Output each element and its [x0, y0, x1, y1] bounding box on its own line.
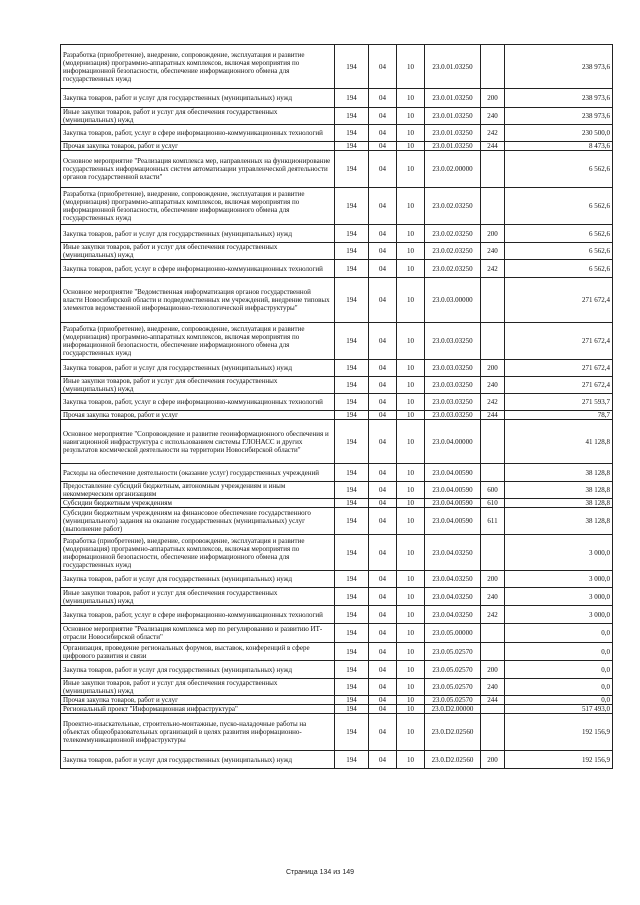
- row-grbs-code: 194: [335, 535, 369, 571]
- row-target-article-code: 23.0.03.00000: [425, 278, 481, 323]
- row-expense-type-code: 600: [481, 482, 505, 499]
- row-item-name: Разработка (приобретение), внедрение, сопровождение, эксплуатация и развитие (модернизация) программно-аппаратных комплексов, включая мероприятия по информационной безопасности, обеспечение информационного обмена для государственных нужд: [61, 188, 335, 225]
- table-row: [61, 377, 613, 394]
- row-target-article-code: 23.0.03.03250: [425, 360, 481, 377]
- row-subsection-code: 10: [397, 260, 425, 278]
- row-section-code: 04: [369, 151, 397, 188]
- row-subsection-code: 10: [397, 606, 425, 624]
- row-amount: 0,0: [505, 696, 613, 705]
- table-row: [61, 243, 613, 260]
- row-expense-type-code: [481, 323, 505, 360]
- row-amount: 0,0: [505, 661, 613, 679]
- row-target-article-code: 23.0.01.03250: [425, 125, 481, 142]
- page-number: Страница 134 из 149: [285, 869, 355, 876]
- row-grbs-code: 194: [335, 278, 369, 323]
- row-section-code: 04: [369, 125, 397, 142]
- row-grbs-code: 194: [335, 377, 369, 394]
- row-amount: 271 593,7: [505, 394, 613, 411]
- row-amount: 192 156,9: [505, 714, 613, 751]
- row-target-article-code: 23.0.01.03250: [425, 45, 481, 89]
- table-row: [61, 278, 613, 323]
- table-row: [61, 151, 613, 188]
- row-section-code: 04: [369, 624, 397, 643]
- row-grbs-code: 194: [335, 588, 369, 606]
- row-amount: 8 473,6: [505, 142, 613, 151]
- row-grbs-code: 194: [335, 188, 369, 225]
- row-subsection-code: 10: [397, 464, 425, 482]
- row-expense-type-code: [481, 45, 505, 89]
- table-row: [61, 643, 613, 661]
- row-target-article-code: 23.0.D2.02560: [425, 751, 481, 769]
- row-grbs-code: 194: [335, 705, 369, 714]
- row-subsection-code: 10: [397, 225, 425, 243]
- row-target-article-code: 23.0.01.03250: [425, 108, 481, 125]
- row-item-name: Закупка товаров, работ и услуг для государственных (муниципальных) нужд: [61, 661, 335, 679]
- table-row: [61, 45, 613, 89]
- row-item-name: Основное мероприятие "Реализация комплекса мер по регулированию и развитию ИТ-отрасли Новосибирской области": [61, 624, 335, 643]
- row-amount: 192 156,9: [505, 751, 613, 769]
- row-grbs-code: 194: [335, 696, 369, 705]
- budget-table-body: [61, 45, 613, 769]
- row-item-name: Проектно-изыскательные, строительно-монтажные, пуско-наладочные работы на объектах общеобразовательных организаций в целях развития информационно-телекоммуникационной инфраструктуры: [61, 714, 335, 751]
- table-row: [61, 360, 613, 377]
- row-grbs-code: 194: [335, 243, 369, 260]
- row-target-article-code: 23.0.05.00000: [425, 624, 481, 643]
- row-target-article-code: 23.0.05.02570: [425, 696, 481, 705]
- row-target-article-code: 23.0.04.00590: [425, 508, 481, 535]
- row-grbs-code: 194: [335, 714, 369, 751]
- row-item-name: Разработка (приобретение), внедрение, сопровождение, эксплуатация и развитие (модернизация) программно-аппаратных комплексов, включая мероприятия по информационной безопасности, обеспечение информационного обмена для государственных нужд: [61, 323, 335, 360]
- row-grbs-code: 194: [335, 394, 369, 411]
- table-row: [61, 411, 613, 420]
- row-section-code: 04: [369, 499, 397, 508]
- row-amount: 238 973,6: [505, 45, 613, 89]
- row-expense-type-code: 240: [481, 108, 505, 125]
- row-section-code: 04: [369, 482, 397, 499]
- row-section-code: 04: [369, 464, 397, 482]
- row-amount: 38 128,8: [505, 482, 613, 499]
- table-row: [61, 606, 613, 624]
- row-expense-type-code: 611: [481, 508, 505, 535]
- row-item-name: Закупка товаров, работ и услуг для государственных (муниципальных) нужд: [61, 225, 335, 243]
- row-subsection-code: 10: [397, 571, 425, 588]
- row-subsection-code: 10: [397, 278, 425, 323]
- row-target-article-code: 23.0.04.03250: [425, 571, 481, 588]
- row-expense-type-code: [481, 420, 505, 464]
- row-item-name: Субсидии бюджетным учреждениям на финансовое обеспечение государственного (муниципального) задания на оказание государственных (муниципальных) услуг (выполнение работ): [61, 508, 335, 535]
- row-item-name: Основное мероприятие "Реализация комплекса мер, направленных на функционирование государственных информационных систем автоматизации управленческой деятельности органов государственной власти": [61, 151, 335, 188]
- row-target-article-code: 23.0.04.00590: [425, 464, 481, 482]
- row-amount: 6 562,6: [505, 260, 613, 278]
- row-expense-type-code: 200: [481, 571, 505, 588]
- row-target-article-code: 23.0.05.02570: [425, 643, 481, 661]
- row-subsection-code: 10: [397, 323, 425, 360]
- row-expense-type-code: 242: [481, 260, 505, 278]
- row-expense-type-code: 200: [481, 360, 505, 377]
- row-amount: 38 128,8: [505, 464, 613, 482]
- row-target-article-code: 23.0.04.00590: [425, 482, 481, 499]
- row-section-code: 04: [369, 411, 397, 420]
- row-section-code: 04: [369, 243, 397, 260]
- row-item-name: Закупка товаров, работ, услуг в сфере информационно-коммуникационных технологий: [61, 125, 335, 142]
- row-expense-type-code: 200: [481, 661, 505, 679]
- row-target-article-code: 23.0.04.03250: [425, 588, 481, 606]
- row-section-code: 04: [369, 705, 397, 714]
- row-subsection-code: 10: [397, 508, 425, 535]
- row-item-name: Иные закупки товаров, работ и услуг для обеспечения государственных (муниципальных) нужд: [61, 588, 335, 606]
- row-expense-type-code: [481, 188, 505, 225]
- row-subsection-code: 10: [397, 661, 425, 679]
- row-amount: 271 672,4: [505, 323, 613, 360]
- row-target-article-code: 23.0.04.03250: [425, 535, 481, 571]
- row-target-article-code: 23.0.03.03250: [425, 394, 481, 411]
- row-target-article-code: 23.0.02.03250: [425, 188, 481, 225]
- row-item-name: Организация, проведение региональных форумов, выставок, конференций в сфере цифрового развития и связи: [61, 643, 335, 661]
- row-amount: 0,0: [505, 643, 613, 661]
- table-row: [61, 108, 613, 125]
- row-subsection-code: 10: [397, 411, 425, 420]
- row-section-code: 04: [369, 278, 397, 323]
- row-amount: 271 672,4: [505, 360, 613, 377]
- row-target-article-code: 23.0.03.03250: [425, 411, 481, 420]
- row-grbs-code: 194: [335, 624, 369, 643]
- row-subsection-code: 10: [397, 643, 425, 661]
- row-amount: 6 562,6: [505, 225, 613, 243]
- row-expense-type-code: [481, 151, 505, 188]
- row-expense-type-code: 244: [481, 411, 505, 420]
- table-row: [61, 420, 613, 464]
- row-subsection-code: 10: [397, 482, 425, 499]
- row-item-name: Разработка (приобретение), внедрение, сопровождение, эксплуатация и развитие (модернизация) программно-аппаратных комплексов, включая мероприятия по информационной безопасности, обеспечение информационного обмена для государственных нужд: [61, 535, 335, 571]
- row-target-article-code: 23.0.D2.00000: [425, 705, 481, 714]
- row-section-code: 04: [369, 661, 397, 679]
- row-subsection-code: 10: [397, 394, 425, 411]
- row-amount: 3 000,0: [505, 571, 613, 588]
- row-grbs-code: 194: [335, 360, 369, 377]
- row-grbs-code: 194: [335, 411, 369, 420]
- row-section-code: 04: [369, 108, 397, 125]
- row-grbs-code: 194: [335, 89, 369, 108]
- row-item-name: Иные закупки товаров, работ и услуг для обеспечения государственных (муниципальных) нужд: [61, 377, 335, 394]
- row-amount: 0,0: [505, 624, 613, 643]
- row-amount: 6 562,6: [505, 151, 613, 188]
- row-expense-type-code: 610: [481, 499, 505, 508]
- row-amount: 0,0: [505, 679, 613, 696]
- table-row: [61, 714, 613, 751]
- row-subsection-code: 10: [397, 588, 425, 606]
- row-grbs-code: 194: [335, 571, 369, 588]
- row-expense-type-code: 240: [481, 243, 505, 260]
- row-grbs-code: 194: [335, 606, 369, 624]
- row-item-name: Иные закупки товаров, работ и услуг для обеспечения государственных (муниципальных) нужд: [61, 108, 335, 125]
- row-subsection-code: 10: [397, 377, 425, 394]
- row-item-name: Прочая закупка товаров, работ и услуг: [61, 696, 335, 705]
- row-subsection-code: 10: [397, 108, 425, 125]
- row-amount: 6 562,6: [505, 188, 613, 225]
- row-item-name: Закупка товаров, работ, услуг в сфере информационно-коммуникационных технологий: [61, 260, 335, 278]
- row-subsection-code: 10: [397, 151, 425, 188]
- row-item-name: Основное мероприятие "Ведомственная информатизация органов государственной власти Новосибирской области и подведомственных им учреждений, внедрение типовых элементов ведомственной информационно-технологической инфраструктуры": [61, 278, 335, 323]
- row-grbs-code: 194: [335, 679, 369, 696]
- row-grbs-code: 194: [335, 661, 369, 679]
- table-row: [61, 260, 613, 278]
- table-row: [61, 679, 613, 696]
- row-expense-type-code: 244: [481, 142, 505, 151]
- row-expense-type-code: 240: [481, 679, 505, 696]
- row-item-name: Иные закупки товаров, работ и услуг для обеспечения государственных (муниципальных) нужд: [61, 243, 335, 260]
- row-expense-type-code: [481, 535, 505, 571]
- row-subsection-code: 10: [397, 45, 425, 89]
- row-subsection-code: 10: [397, 705, 425, 714]
- row-section-code: 04: [369, 225, 397, 243]
- row-section-code: 04: [369, 260, 397, 278]
- row-target-article-code: 23.0.05.02570: [425, 661, 481, 679]
- row-section-code: 04: [369, 714, 397, 751]
- row-item-name: Закупка товаров, работ, услуг в сфере информационно-коммуникационных технологий: [61, 606, 335, 624]
- row-item-name: Основное мероприятие "Сопровождение и развитие геоинформационного обеспечения и навигационной инфраструктура с использованием системы ГЛОНАСС и других результатов космической деятельности на территории Новосибирской области": [61, 420, 335, 464]
- row-expense-type-code: [481, 714, 505, 751]
- table-row: [61, 482, 613, 499]
- row-section-code: 04: [369, 420, 397, 464]
- row-expense-type-code: [481, 624, 505, 643]
- row-section-code: 04: [369, 508, 397, 535]
- row-amount: 78,7: [505, 411, 613, 420]
- row-target-article-code: 23.0.02.03250: [425, 260, 481, 278]
- row-subsection-code: 10: [397, 420, 425, 464]
- row-expense-type-code: 244: [481, 696, 505, 705]
- row-section-code: 04: [369, 751, 397, 769]
- row-grbs-code: 194: [335, 260, 369, 278]
- budget-sheet: [60, 44, 612, 769]
- row-grbs-code: 194: [335, 482, 369, 499]
- row-expense-type-code: [481, 705, 505, 714]
- row-grbs-code: 194: [335, 499, 369, 508]
- row-expense-type-code: 200: [481, 751, 505, 769]
- row-item-name: Предоставление субсидий бюджетным, автономным учреждениям и иным некоммерческим организациям: [61, 482, 335, 499]
- row-grbs-code: 194: [335, 125, 369, 142]
- row-expense-type-code: [481, 278, 505, 323]
- row-expense-type-code: 240: [481, 377, 505, 394]
- row-grbs-code: 194: [335, 323, 369, 360]
- table-row: [61, 661, 613, 679]
- row-item-name: Закупка товаров, работ и услуг для государственных (муниципальных) нужд: [61, 360, 335, 377]
- row-amount: 271 672,4: [505, 278, 613, 323]
- row-amount: 230 500,0: [505, 125, 613, 142]
- row-expense-type-code: 242: [481, 125, 505, 142]
- row-target-article-code: 23.0.D2.02560: [425, 714, 481, 751]
- row-amount: 38 128,8: [505, 499, 613, 508]
- row-section-code: 04: [369, 696, 397, 705]
- table-row: [61, 535, 613, 571]
- table-row: [61, 624, 613, 643]
- row-target-article-code: 23.0.02.03250: [425, 243, 481, 260]
- row-section-code: 04: [369, 606, 397, 624]
- row-grbs-code: 194: [335, 751, 369, 769]
- row-subsection-code: 10: [397, 499, 425, 508]
- row-section-code: 04: [369, 45, 397, 89]
- row-target-article-code: 23.0.04.00000: [425, 420, 481, 464]
- row-item-name: Расходы на обеспечение деятельности (оказание услуг) государственных учреждений: [61, 464, 335, 482]
- row-subsection-code: 10: [397, 679, 425, 696]
- row-section-code: 04: [369, 535, 397, 571]
- row-target-article-code: 23.0.04.03250: [425, 606, 481, 624]
- row-target-article-code: 23.0.04.00590: [425, 499, 481, 508]
- row-target-article-code: 23.0.03.03250: [425, 323, 481, 360]
- row-expense-type-code: [481, 464, 505, 482]
- table-row: [61, 225, 613, 243]
- row-item-name: Закупка товаров, работ и услуг для государственных (муниципальных) нужд: [61, 751, 335, 769]
- table-row: [61, 394, 613, 411]
- row-amount: 517 493,0: [505, 705, 613, 714]
- row-expense-type-code: 242: [481, 606, 505, 624]
- row-subsection-code: 10: [397, 89, 425, 108]
- row-item-name: Прочая закупка товаров, работ и услуг: [61, 142, 335, 151]
- table-row: [61, 323, 613, 360]
- row-item-name: Закупка товаров, работ, услуг в сфере информационно-коммуникационных технологий: [61, 394, 335, 411]
- budget-table: [60, 44, 613, 769]
- row-amount: 41 128,8: [505, 420, 613, 464]
- row-section-code: 04: [369, 377, 397, 394]
- row-amount: 3 000,0: [505, 606, 613, 624]
- table-row: [61, 89, 613, 108]
- row-grbs-code: 194: [335, 45, 369, 89]
- row-grbs-code: 194: [335, 142, 369, 151]
- row-section-code: 04: [369, 394, 397, 411]
- row-expense-type-code: 200: [481, 225, 505, 243]
- row-section-code: 04: [369, 323, 397, 360]
- table-row: [61, 508, 613, 535]
- table-row: [61, 499, 613, 508]
- row-target-article-code: 23.0.02.00000: [425, 151, 481, 188]
- row-subsection-code: 10: [397, 696, 425, 705]
- row-amount: 271 672,4: [505, 377, 613, 394]
- row-grbs-code: 194: [335, 151, 369, 188]
- row-subsection-code: 10: [397, 714, 425, 751]
- row-expense-type-code: 200: [481, 89, 505, 108]
- row-section-code: 04: [369, 89, 397, 108]
- row-target-article-code: 23.0.03.03250: [425, 377, 481, 394]
- row-section-code: 04: [369, 142, 397, 151]
- row-subsection-code: 10: [397, 624, 425, 643]
- row-amount: 3 000,0: [505, 588, 613, 606]
- row-amount: 238 973,6: [505, 108, 613, 125]
- row-grbs-code: 194: [335, 420, 369, 464]
- row-expense-type-code: 242: [481, 394, 505, 411]
- table-row: [61, 125, 613, 142]
- row-subsection-code: 10: [397, 535, 425, 571]
- row-subsection-code: 10: [397, 243, 425, 260]
- table-row: [61, 696, 613, 705]
- row-amount: 38 128,8: [505, 508, 613, 535]
- row-subsection-code: 10: [397, 125, 425, 142]
- row-section-code: 04: [369, 188, 397, 225]
- row-item-name: Субсидии бюджетным учреждениям: [61, 499, 335, 508]
- table-row: [61, 571, 613, 588]
- row-target-article-code: 23.0.01.03250: [425, 142, 481, 151]
- row-item-name: Иные закупки товаров, работ и услуг для обеспечения государственных (муниципальных) нужд: [61, 679, 335, 696]
- row-section-code: 04: [369, 360, 397, 377]
- row-grbs-code: 194: [335, 225, 369, 243]
- table-row: [61, 188, 613, 225]
- row-expense-type-code: 240: [481, 588, 505, 606]
- table-row: [61, 464, 613, 482]
- row-subsection-code: 10: [397, 188, 425, 225]
- row-amount: 3 000,0: [505, 535, 613, 571]
- row-subsection-code: 10: [397, 751, 425, 769]
- table-row: [61, 751, 613, 769]
- row-grbs-code: 194: [335, 464, 369, 482]
- row-target-article-code: 23.0.05.02570: [425, 679, 481, 696]
- row-grbs-code: 194: [335, 108, 369, 125]
- row-section-code: 04: [369, 571, 397, 588]
- row-target-article-code: 23.0.02.03250: [425, 225, 481, 243]
- row-subsection-code: 10: [397, 360, 425, 377]
- row-grbs-code: 194: [335, 643, 369, 661]
- row-expense-type-code: [481, 643, 505, 661]
- row-amount: 238 973,6: [505, 89, 613, 108]
- row-target-article-code: 23.0.01.03250: [425, 89, 481, 108]
- table-row: [61, 142, 613, 151]
- row-amount: 6 562,6: [505, 243, 613, 260]
- row-item-name: Прочая закупка товаров, работ и услуг: [61, 411, 335, 420]
- table-row: [61, 588, 613, 606]
- row-item-name: Закупка товаров, работ и услуг для государственных (муниципальных) нужд: [61, 89, 335, 108]
- row-section-code: 04: [369, 588, 397, 606]
- row-item-name: Закупка товаров, работ и услуг для государственных (муниципальных) нужд: [61, 571, 335, 588]
- row-section-code: 04: [369, 679, 397, 696]
- row-grbs-code: 194: [335, 508, 369, 535]
- row-item-name: Разработка (приобретение), внедрение, сопровождение, эксплуатация и развитие (модернизация) программно-аппаратных комплексов, включая мероприятия по информационной безопасности, обеспечение информационного обмена для государственных нужд: [61, 45, 335, 89]
- row-subsection-code: 10: [397, 142, 425, 151]
- row-section-code: 04: [369, 643, 397, 661]
- table-row: [61, 705, 613, 714]
- row-item-name: Региональный проект "Информационная инфраструктура": [61, 705, 335, 714]
